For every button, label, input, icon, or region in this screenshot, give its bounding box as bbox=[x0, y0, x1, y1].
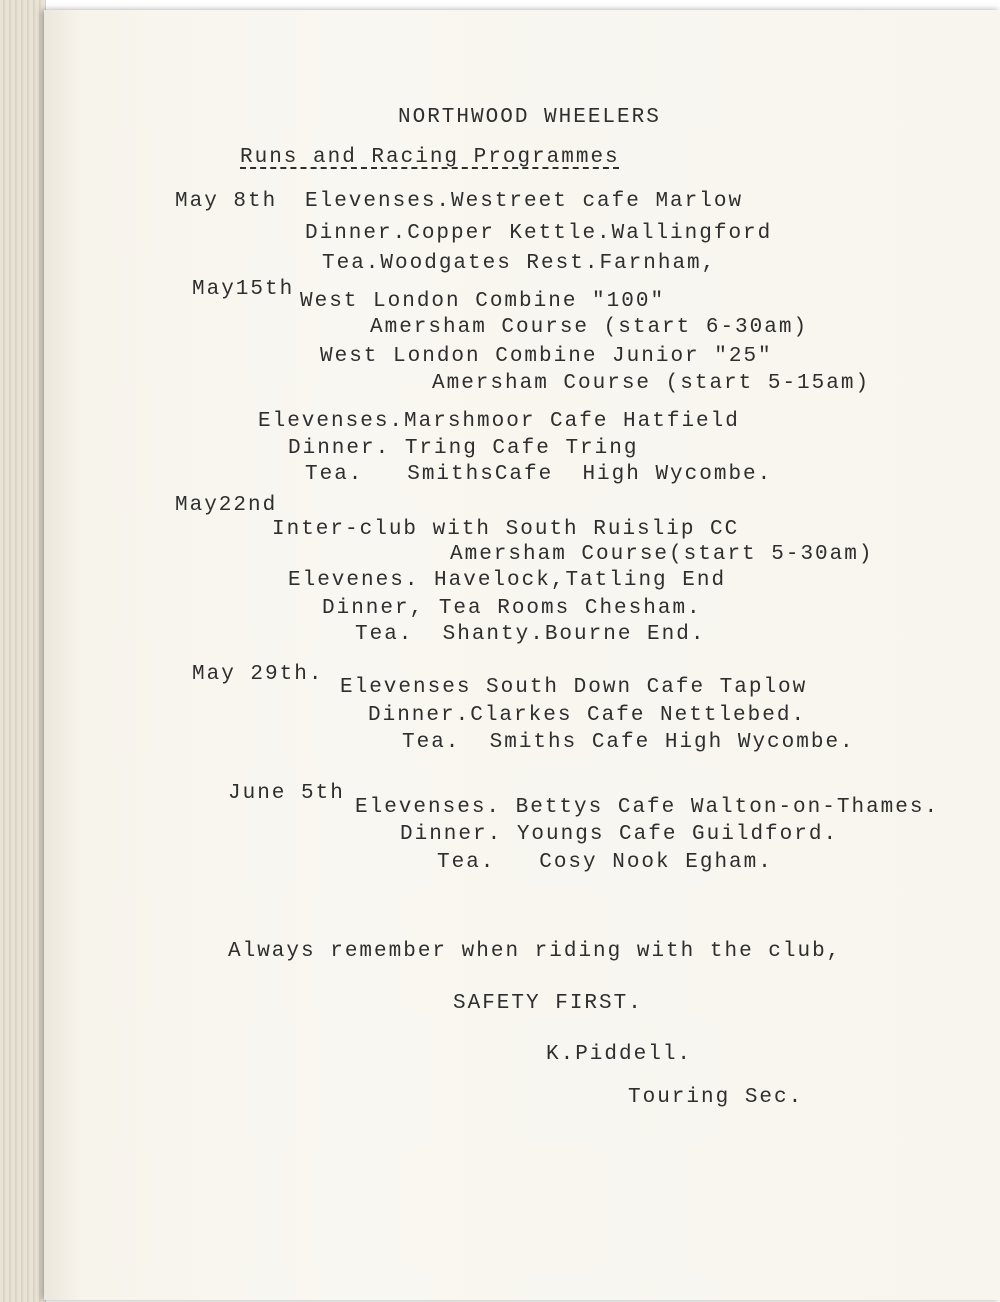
date-may-8: May 8th bbox=[175, 190, 278, 213]
date-may-29: May 29th. bbox=[192, 663, 324, 686]
may-15-line-7: Tea. SmithsCafe High Wycombe. bbox=[305, 463, 773, 486]
closing-reminder: Always remember when riding with the club, bbox=[228, 940, 842, 963]
may-15-line-3: West London Combine Junior "25" bbox=[320, 345, 773, 368]
may-22-line-3: Elevenes. Havelock,Tatling End bbox=[288, 569, 727, 592]
may-29-line-2: Dinner.Clarkes Cafe Nettlebed. bbox=[368, 704, 807, 727]
may-15-line-1: West London Combine "100" bbox=[300, 290, 666, 313]
document-subtitle: Runs and Racing Programmes bbox=[240, 146, 620, 169]
date-june-5: June 5th bbox=[228, 782, 345, 805]
may-29-line-1: Elevenses South Down Cafe Taplow bbox=[340, 676, 808, 699]
may-22-line-2: Amersham Course(start 5-30am) bbox=[450, 543, 874, 566]
may-15-line-5: Elevenses.Marshmoor Cafe Hatfield bbox=[258, 410, 740, 433]
book-page-edges bbox=[0, 0, 46, 1302]
may-8-line-3: Tea.Woodgates Rest.Farnham, bbox=[322, 252, 717, 275]
may-8-line-1: Elevenses.Westreet cafe Marlow bbox=[305, 190, 744, 213]
date-may-22: May22nd bbox=[175, 494, 278, 517]
signature-name: K.Piddell. bbox=[546, 1043, 693, 1066]
may-15-line-6: Dinner. Tring Cafe Tring bbox=[288, 437, 639, 460]
date-may-15: May15th bbox=[192, 278, 295, 301]
may-22-line-5: Tea. Shanty.Bourne End. bbox=[355, 623, 706, 646]
may-29-line-3: Tea. Smiths Cafe High Wycombe. bbox=[402, 731, 855, 754]
june-5-line-1: Elevenses. Bettys Cafe Walton-on-Thames. bbox=[355, 796, 940, 819]
may-8-line-2: Dinner.Copper Kettle.Wallingford bbox=[305, 222, 773, 245]
signature-role: Touring Sec. bbox=[628, 1086, 804, 1109]
june-5-line-2: Dinner. Youngs Cafe Guildford. bbox=[400, 823, 839, 846]
may-15-line-2: Amersham Course (start 6-30am) bbox=[370, 316, 809, 339]
may-15-line-4: Amersham Course (start 5-15am) bbox=[432, 372, 871, 395]
may-22-line-4: Dinner, Tea Rooms Chesham. bbox=[322, 597, 702, 620]
closing-motto: SAFETY FIRST. bbox=[453, 992, 643, 1015]
may-22-line-1: Inter-club with South Ruislip CC bbox=[272, 518, 740, 541]
document-title: NORTHWOOD WHEELERS bbox=[398, 106, 661, 129]
june-5-line-3: Tea. Cosy Nook Egham. bbox=[437, 851, 773, 874]
